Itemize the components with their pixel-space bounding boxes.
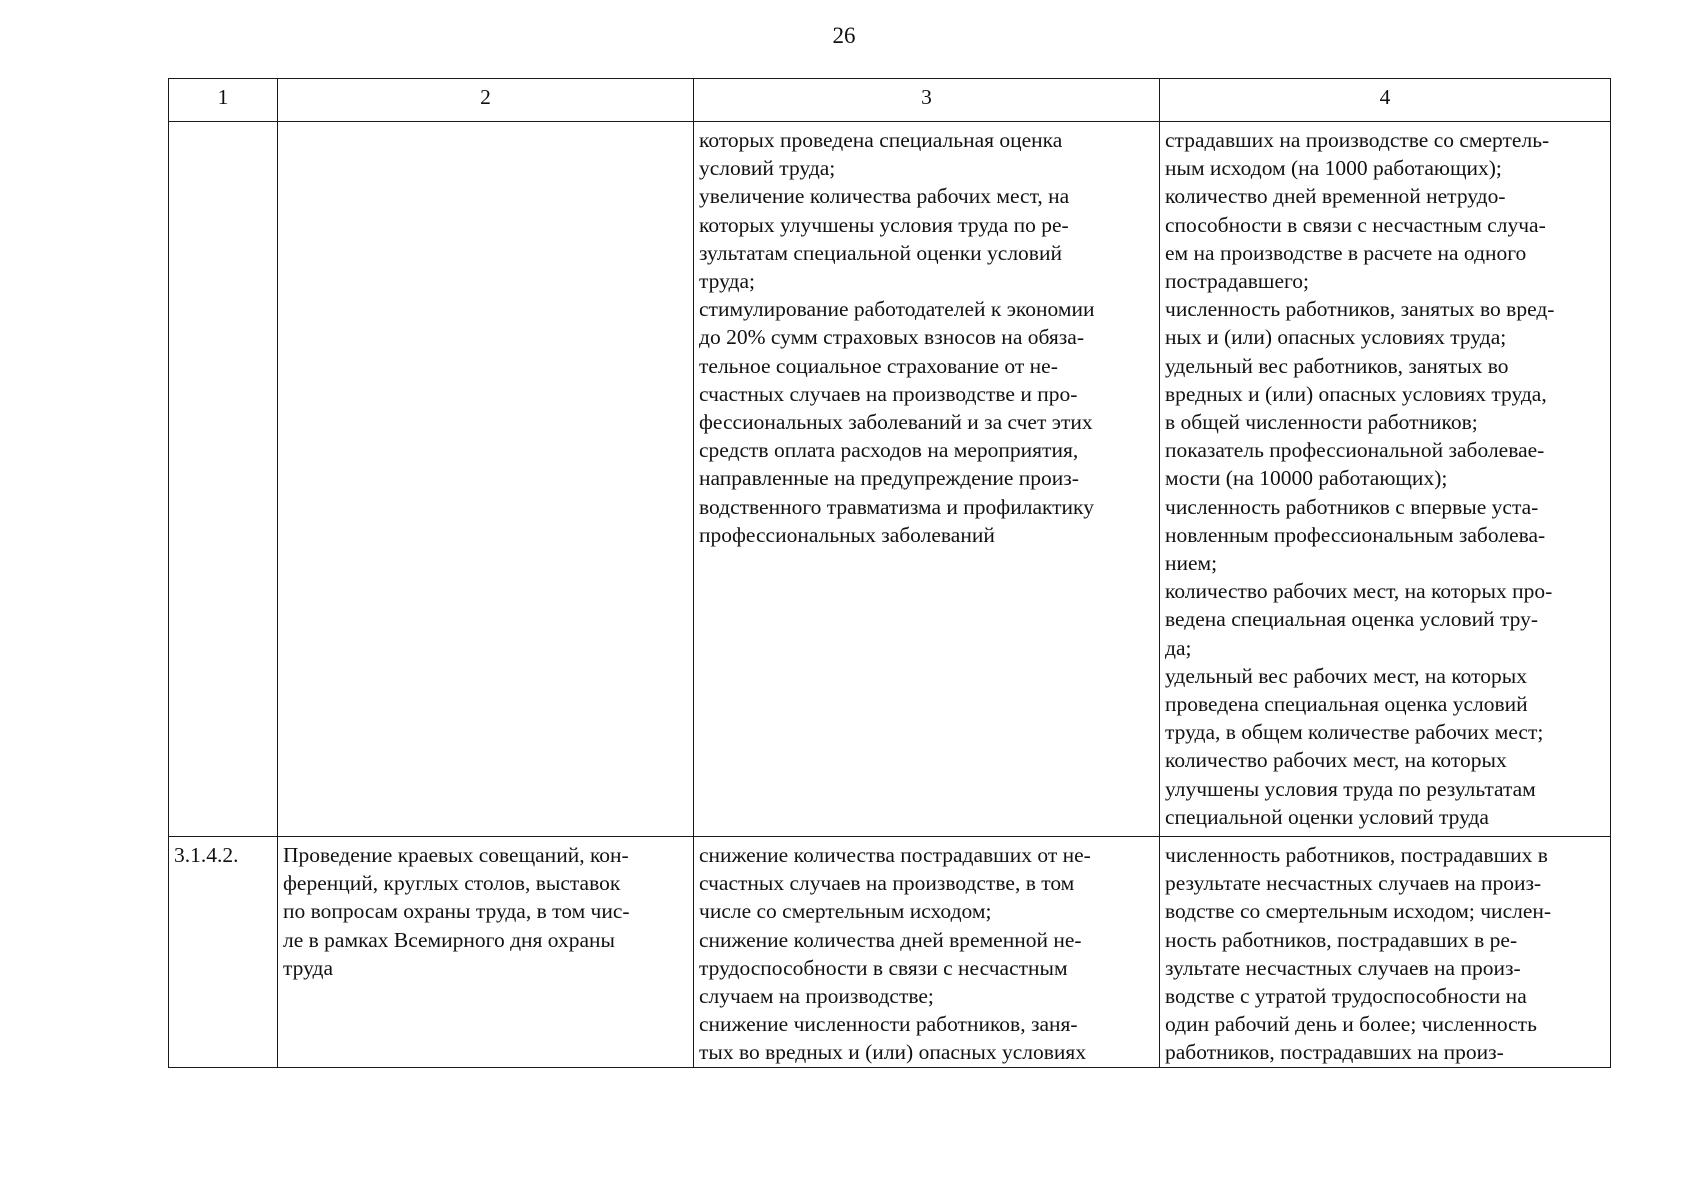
cell-text-line: ность работников, пострадавших в ре- (1165, 927, 1518, 952)
cell-text-line: способности в связи с несчастным случа- (1165, 212, 1546, 237)
cell-text-line: удельный вес рабочих мест, на которых (1165, 663, 1527, 688)
cell-text-line: водственного травматизма и профилактику (699, 494, 1094, 519)
column-number-1: 1 (169, 79, 278, 122)
cell-text-line: тельное социальное страхование от не- (699, 353, 1058, 378)
cell-text-line: снижение количества дней временной не- (699, 927, 1082, 952)
cell-text-line: стимулирование работодателей к экономии (699, 297, 1095, 322)
cell-text-line: работников, пострадавших на произ- (1165, 1040, 1504, 1065)
cell-text-line: ференций, круглых столов, выставок (283, 871, 621, 896)
cell-text-line: трудоспособности в связи с несчастным (699, 955, 1068, 980)
cell-text-line: один рабочий день и более; численность (1165, 1012, 1537, 1037)
cell-text-line: 3.1.4.2. (174, 843, 239, 867)
column-number-2: 2 (278, 79, 694, 122)
cell-text-line: направленные на предупреждение произ- (699, 466, 1079, 491)
table-header-row (169, 79, 1611, 122)
cell-text-line: труда (283, 955, 334, 980)
cell-text-line: улучшены условия труда по результатам (1165, 776, 1536, 801)
cell-text-line: по вопросам охраны труда, в том чис- (283, 899, 630, 924)
cell-text-line: новленным профессиональным заболева- (1165, 522, 1546, 547)
cell-text-line: вредных и (или) опасных условиях труда, (1165, 381, 1547, 406)
page-number: 26 (832, 23, 856, 48)
cell-text-line: специальной оценки условий труда (1165, 804, 1489, 829)
cell-text-line: случаем на производстве; (699, 984, 934, 1009)
cell-text-line: Проведение краевых совещаний, кон- (283, 843, 629, 867)
cell-text-line: страдавших на производстве со смертель- (1165, 128, 1550, 152)
cell-text-line: количество дней временной нетрудо- (1165, 184, 1506, 209)
cell-text-line: фессиональных заболеваний и за счет этих (699, 410, 1093, 435)
cell-text-line: которых улучшены условия труда по ре- (699, 212, 1069, 237)
cell-text-line: ведена специальная оценка условий тру- (1165, 607, 1539, 632)
cell-text-line: численность работников с впервые уста- (1165, 494, 1539, 519)
cell-text-line: тых во вредных и (или) опасных условиях (699, 1040, 1087, 1065)
cell-text-line: средств оплата расходов на мероприятия, (699, 438, 1079, 463)
cell-text-line: которых проведена специальная оценка (699, 128, 1063, 152)
column-number-3: 3 (694, 79, 1160, 122)
cell-text-line: нием; (1165, 551, 1218, 576)
expected-result-cell (694, 122, 1160, 837)
row-number-cell (169, 837, 278, 1068)
measure-name-cell (278, 122, 694, 837)
measure-name-cell (278, 837, 694, 1068)
cell-text-line: численность работников, занятых во вред- (1165, 297, 1555, 322)
cell-text-line: ным исходом (на 1000 работающих); (1165, 156, 1502, 181)
cell-text-line: да; (1165, 635, 1192, 660)
expected-result-cell (694, 837, 1160, 1068)
indicators-cell (1160, 122, 1611, 837)
cell-text-line: снижение численности работников, заня- (699, 1012, 1078, 1037)
cell-text-line: условий труда; (699, 156, 836, 181)
cell-text-line: профессиональных заболеваний (699, 522, 995, 547)
table-row (169, 122, 1611, 837)
cell-text-line: труда, в общем количестве рабочих мест; (1165, 720, 1544, 745)
cell-text-line: водстве с утратой трудоспособности на (1165, 984, 1527, 1009)
table-row (169, 837, 1611, 1068)
cell-text-line: числе со смертельным исходом; (699, 899, 992, 924)
cell-text-line: численность работников, пострадавших в (1165, 843, 1548, 867)
cell-text-line: ем на производстве в расчете на одного (1165, 240, 1527, 265)
cell-text-line: зультатам специальной оценки условий (699, 240, 1062, 265)
measures-table (168, 78, 1611, 1068)
cell-text-line: счастных случаев на производстве, в том (699, 871, 1075, 896)
row-number-cell (169, 122, 278, 837)
cell-text-line: водстве со смертельным исходом; числен- (1165, 899, 1552, 924)
cell-text-line: количество рабочих мест, на которых про- (1165, 579, 1553, 604)
cell-text-line: удельный вес работников, занятых во (1165, 353, 1509, 378)
cell-text-line: труда; (699, 269, 755, 294)
cell-text-line: пострадавшего; (1165, 269, 1310, 294)
cell-text-line: в общей численности работников; (1165, 410, 1478, 435)
cell-text-line: увеличение количества рабочих мест, на (699, 184, 1070, 209)
cell-text-line: проведена специальная оценка условий (1165, 692, 1528, 717)
cell-text-line: показатель профессиональной заболевае- (1165, 438, 1545, 463)
indicators-cell (1160, 837, 1611, 1068)
cell-text-line: снижение количества пострадавших от не- (699, 843, 1091, 867)
cell-text-line: зультате несчастных случаев на произ- (1165, 955, 1521, 980)
column-number-4: 4 (1160, 79, 1611, 122)
cell-text-line: ных и (или) опасных условиях труда; (1165, 325, 1507, 350)
cell-text-line: ле в рамках Всемирного дня охраны (283, 927, 615, 952)
cell-text-line: количество рабочих мест, на которых (1165, 748, 1507, 773)
cell-text-line: счастных случаев на производстве и про- (699, 381, 1078, 406)
cell-text-line: результате несчастных случаев на произ- (1165, 871, 1542, 896)
cell-text-line: до 20% сумм страховых взносов на обяза- (699, 325, 1084, 350)
cell-text-line: мости (на 10000 работающих); (1165, 466, 1448, 491)
